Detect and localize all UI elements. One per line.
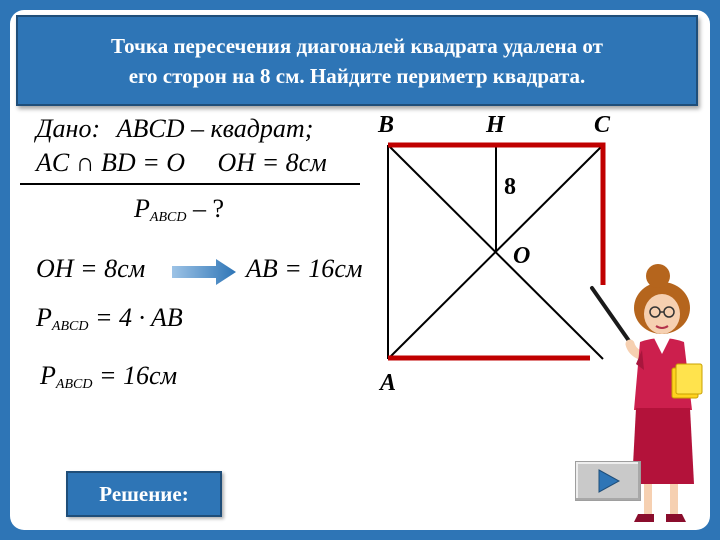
step-3-sub: ABCD — [55, 377, 93, 392]
step-1-right-unit: см — [334, 254, 363, 283]
point-h-label: H — [486, 112, 505, 138]
given-eq-o: = O — [135, 148, 186, 177]
problem-line-2: его сторон на 8 см. Найдите периметр квадрата. — [128, 63, 586, 88]
step-3-unit: см — [149, 361, 178, 390]
find-tail: – ? — [186, 194, 224, 223]
given-kvadrat: квадрат; — [210, 114, 314, 143]
point-b-label: B — [378, 112, 395, 138]
oh-length-label: 8 — [504, 174, 516, 200]
given-ac: AC — [36, 148, 70, 177]
step-1-right-text: AB = 16 — [246, 254, 335, 283]
solution-button[interactable]: Решение: — [66, 471, 222, 517]
point-a-label: A — [380, 370, 397, 396]
find-p: P — [134, 194, 150, 223]
find-sub: ABCD — [149, 210, 187, 225]
given-dash: – — [184, 114, 211, 143]
step-3-p: P — [40, 361, 56, 390]
step-1-left-text: OH = 8 — [36, 254, 118, 283]
given-abcd: ABCD — [116, 114, 185, 143]
step-2-sub: ABCD — [51, 319, 89, 334]
given-oh-unit: см — [298, 148, 327, 177]
step-2-p: P — [36, 303, 52, 332]
next-button[interactable] — [575, 461, 641, 501]
given-label: Дано: — [36, 114, 101, 143]
play-triangle-icon — [595, 468, 621, 494]
point-o-label: O — [513, 243, 531, 269]
intersection-symbol: ∩ — [75, 148, 95, 177]
problem-line-1: Точка пересечения диагоналей квадрата удалена от — [111, 33, 603, 58]
step-3-rest: = 16 — [92, 361, 149, 390]
step-2-rest: = 4 · AB — [88, 303, 183, 332]
point-c-label: C — [594, 112, 611, 138]
given-bd: BD — [101, 148, 136, 177]
given-oh: OH = 8 — [217, 148, 299, 177]
step-1-left-unit: см — [117, 254, 146, 283]
